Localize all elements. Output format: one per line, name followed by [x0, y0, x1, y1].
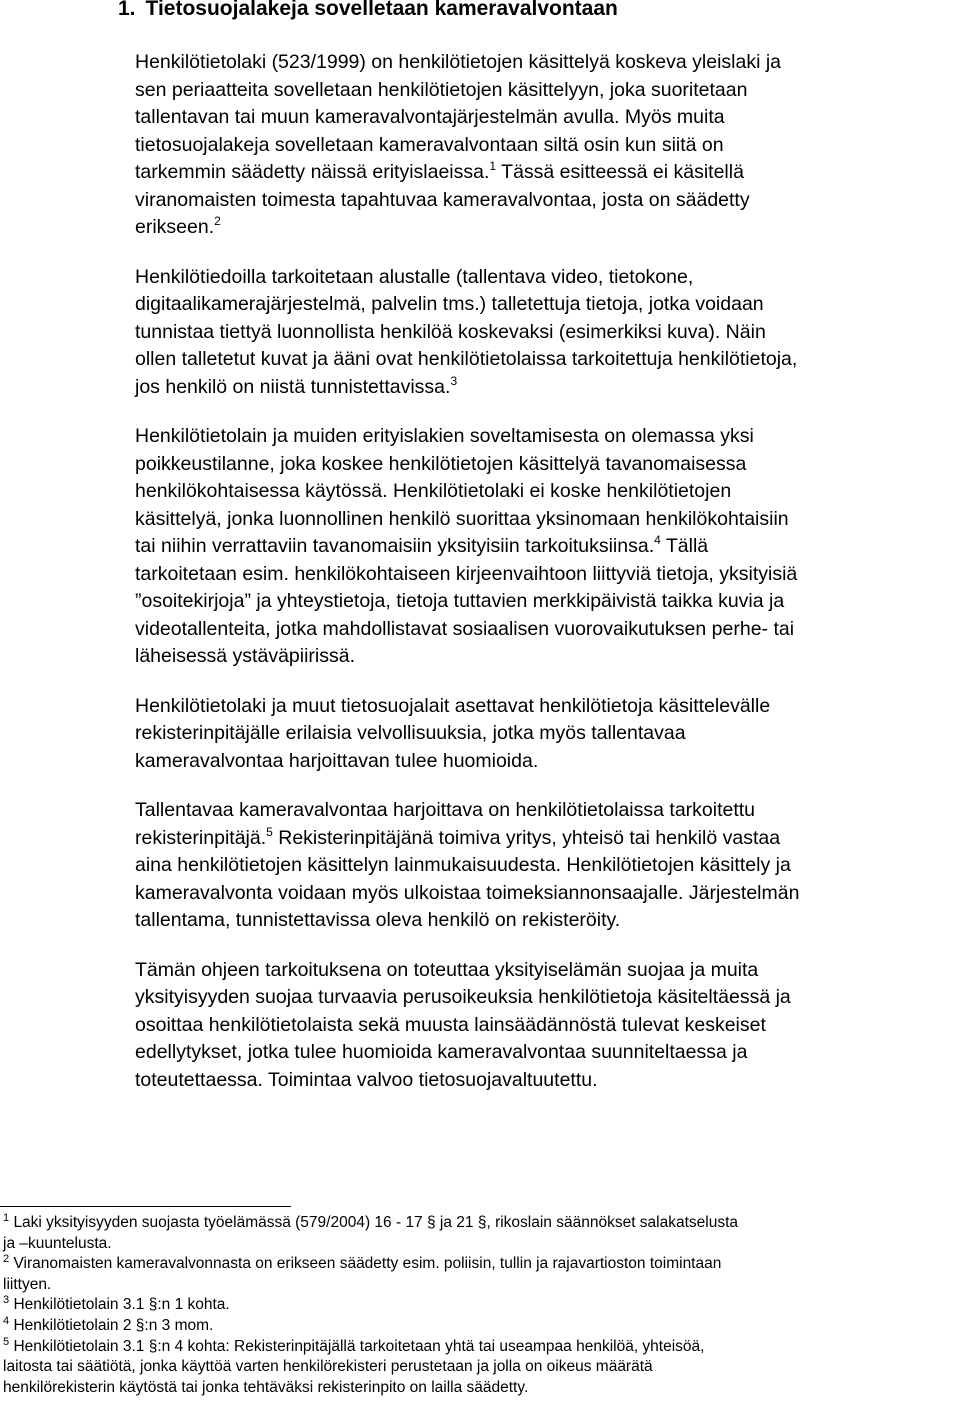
text-line: henkilökohtaisessa käytössä. Henkilötietolaki ei koske henkilötietojen	[135, 480, 732, 502]
footnote-3	[3, 1295, 955, 1316]
text-line: Tämän ohjeen tarkoituksena on toteuttaa yksityiselämän suojaa ja muita	[135, 958, 759, 981]
footnote-line: ja –kuuntelusta.	[3, 1234, 112, 1252]
footnote-number: 2	[3, 1253, 10, 1266]
text-line: Henkilötietolaki ja muut tietosuojalait asettavat henkilötietoja käsittelevälle	[135, 694, 771, 717]
footnote-4	[3, 1316, 955, 1337]
text-line: sen periaatteita sovelletaan henkilötietojen käsittelyyn, joka suoritetaan	[135, 78, 748, 101]
text-line: kameravalvonta voidaan myös ulkoistaa toimeksiannonsaajalle. Järjestelmän	[135, 881, 800, 904]
footnote-ref-1[interactable]: 1	[489, 159, 497, 173]
paragraph-5	[135, 797, 950, 935]
section-heading	[118, 0, 618, 24]
text-line: aina henkilötietojen käsittelyn lainmukaisuudesta. Henkilötietojen käsittely ja	[135, 854, 791, 876]
footnote-ref-2[interactable]: 2	[214, 214, 221, 228]
text-line: tarkemmin säädetty näissä erityislaeissa.	[135, 161, 490, 183]
text-line: tietosuojalakeja sovelletaan kameravalvontaan siltä osin kun siitä on	[135, 133, 724, 156]
footnote-number: 3	[3, 1294, 10, 1307]
text-line: kameravalvontaa harjoittavan tulee huomioida.	[135, 749, 539, 772]
footnotes	[3, 1213, 955, 1398]
text-line: erikseen.	[135, 216, 215, 238]
footnote-separator	[0, 1206, 291, 1207]
text-line: osoittaa henkilötietolaista sekä muusta lainsäädännöstä tulevat keskeiset	[135, 1013, 766, 1036]
footnote-line: liittyen.	[3, 1275, 52, 1293]
text-line: tunnistaa tiettyä luonnollista henkilöä koskevaksi (esimerkiksi kuva). Näin	[135, 320, 766, 343]
footnote-line: Laki yksityisyyden suojasta työelämässä (579/2004) 16 - 17 § ja 21 §, rikoslain säännökset salakatselusta	[13, 1214, 739, 1231]
footnote-ref-3[interactable]: 3	[450, 373, 458, 388]
text-line: Rekisterinpitäjänä toimiva yritys, yhteisö tai henkilö vastaa	[278, 826, 781, 849]
text-line: rekisterinpitäjä.	[135, 826, 267, 849]
footnote-line: Henkilötietolain 3.1 §:n 1 kohta.	[13, 1296, 230, 1314]
paragraph-1	[135, 49, 950, 242]
text-line: digitaalikamerajärjestelmä, palvelin tms.) talletettuja tietoja, jotka voidaan	[135, 293, 764, 315]
text-line: Henkilötiedoilla tarkoitetaan alustalle (tallentava video, tietokone,	[135, 265, 694, 288]
text-line: edellytykset, jotka tulee huomioida kameravalvontaa suunniteltaessa ja	[135, 1041, 748, 1063]
footnote-number: 1	[3, 1212, 10, 1224]
text-line: toteutettaessa. Toimintaa valvoo tietosuojavaltuutettu.	[135, 1068, 598, 1091]
text-line: rekisterinpitäjälle erilaisia velvollisuuksia, jotka myös tallentavaa	[135, 722, 686, 744]
footnote-1	[3, 1213, 955, 1254]
footnote-ref-5[interactable]: 5	[266, 824, 273, 839]
paragraph-2	[135, 264, 950, 402]
text-line: Tässä esitteessä ei käsitellä	[501, 161, 744, 183]
text-line: käsittelyä, jonka luonnollinen henkilö suorittaa yksinomaan henkilökohtaisiin	[135, 507, 789, 530]
text-line: viranomaisten toimesta tapahtuvaa kameravalvontaa, josta on säädetty	[135, 188, 750, 211]
text-line: tarkoitetaan esim. henkilökohtaiseen kirjeenvaihtoon liittyviä tietoja, yksityisiä	[135, 562, 798, 585]
text-line: Tallentavaa kameravalvontaa harjoittava on henkilötietolaissa tarkoitettu	[135, 799, 756, 821]
footnote-5	[3, 1337, 955, 1399]
footnote-2	[3, 1254, 955, 1295]
paragraph-3	[135, 423, 950, 671]
paragraph-4	[135, 693, 950, 776]
footnote-line: Viranomaisten kameravalvonnasta on erikseen säädetty esim. poliisin, tullin ja rajavartioston toimintaan	[13, 1255, 722, 1273]
text-line: Tällä	[665, 535, 709, 557]
document-body	[135, 49, 950, 1116]
footnote-number: 4	[3, 1314, 10, 1327]
text-line: yksityisyyden suojaa turvaavia perusoikeuksia henkilötietoja käsiteltäessä ja	[135, 986, 791, 1008]
text-line: jos henkilö on niistä tunnistettavissa.	[135, 375, 451, 398]
text-line: tai niihin verrattaviin tavanomaisiin yksityisiin tarkoituksiinsa.	[135, 535, 655, 557]
text-line: tallentavan tai muun kameravalvontajärjestelmän avulla. Myös muita	[135, 106, 725, 128]
footnote-ref-4[interactable]: 4	[654, 533, 661, 547]
text-line: tallentama, tunnistettavissa oleva henkilö on rekisteröity.	[135, 909, 621, 931]
text-line: Henkilötietolaki (523/1999) on henkilötietojen käsittelyä koskeva yleislaki ja	[135, 51, 782, 73]
footnote-line: henkilörekisterin käytöstä tai jonka tehtäväksi rekisterinpito on lailla säädetty.	[3, 1378, 529, 1396]
section-title: Tietosuojalakeja sovelletaan kameravalvontaan	[145, 0, 618, 20]
text-line: Henkilötietolain ja muiden erityislakien soveltamisesta on olemassa yksi	[135, 425, 754, 447]
text-line: ollen talletetut kuvat ja ääni ovat henkilötietolaissa tarkoitettuja henkilötietoja,	[135, 348, 798, 370]
footnote-line: Henkilötietolain 3.1 §:n 4 kohta: Rekisterinpitäjällä tarkoitetaan yhtä tai useampaa henkilöä, yhteisöä,	[13, 1337, 705, 1355]
paragraph-6	[135, 957, 950, 1095]
section-number: 1.	[118, 0, 136, 20]
text-line: läheisessä ystäväpiirissä.	[135, 645, 356, 667]
text-line: videotallenteita, jotka mahdollistavat sosiaalisen vuorovaikutuksen perhe- tai	[135, 617, 795, 640]
footnote-line: laitosta tai säätiötä, jonka käyttöä varten henkilörekisteri perustetaan ja jolla on oikeus määrätä	[3, 1358, 653, 1376]
text-line: poikkeustilanne, joka koskee henkilötietojen käsittelyä tavanomaisessa	[135, 452, 747, 475]
footnote-line: Henkilötietolain 2 §:n 3 mom.	[13, 1316, 214, 1334]
footnote-number: 5	[3, 1335, 10, 1348]
text-line: ”osoitekirjoja” ja yhteystietoja, tietoja tuttavien merkkipäivistä taikka kuvia ja	[135, 590, 785, 612]
